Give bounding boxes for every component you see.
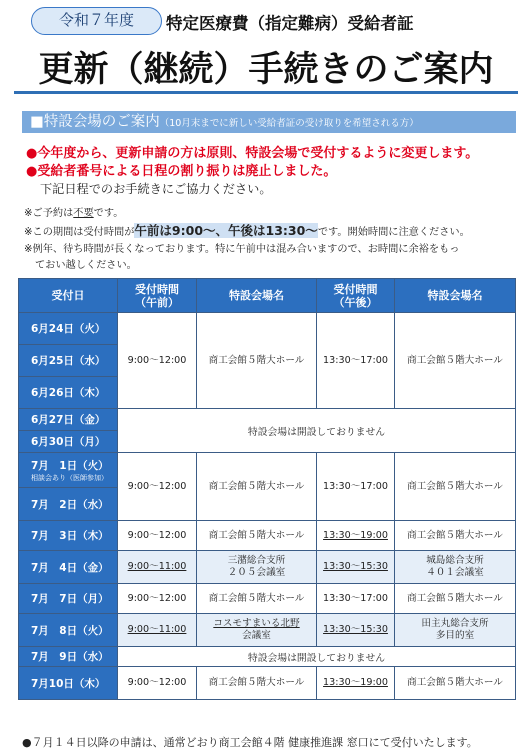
reservation-prefix: ※ご予約は	[24, 208, 74, 219]
date-cell: 7月 9日（水）	[19, 647, 118, 667]
venue-cell: 商工会館５階大ホール	[395, 521, 516, 551]
pm-time-cell	[317, 551, 395, 584]
pm-time-value: 13:30〜19:00	[323, 529, 388, 541]
am-time-cell: 9:00〜12:00	[118, 521, 197, 551]
am-time-cell: 9:00〜12:00	[118, 313, 197, 409]
date-cell: 6月27日（金）	[19, 409, 118, 431]
date-label: 7月 1日（火）	[31, 460, 109, 472]
am-time-cell: 9:00〜12:00	[118, 453, 197, 521]
header-pm-time-sub: （午後）	[333, 295, 378, 309]
date-cell: 7月 3日（木）	[19, 521, 118, 551]
venue-cell	[197, 614, 317, 647]
period-suffix: です。開始時間に注意ください。	[317, 227, 470, 238]
venue-line2: ２０５会議室	[227, 567, 286, 578]
date-cell: 7月 4日（金）	[19, 551, 118, 584]
period-highlight: 午前は9:00〜、午後は13:30〜	[134, 223, 318, 238]
document-subtitle: 特定医療費（指定難病）受給者証	[166, 14, 414, 33]
pm-time-cell	[317, 667, 395, 700]
table-row	[19, 551, 516, 584]
venue-line1: 三潴総合支所	[227, 555, 286, 566]
title-divider	[14, 91, 518, 94]
pm-time-cell: 13:30〜17:00	[317, 453, 395, 521]
notice-number-schedule-abolished: ●受給者番号による日程の割り振りは廃止しました。	[26, 164, 337, 179]
crowd-note-line2: ておい越しください。	[35, 260, 137, 271]
period-prefix: ※この期間は受付時間が	[24, 227, 135, 238]
pm-time-cell: 13:30〜17:00	[317, 584, 395, 614]
header-date: 受付日	[19, 279, 118, 313]
section-note: （10月末までに新しい受給者証の受け取りを希望される方）	[159, 118, 419, 129]
section-header	[22, 111, 516, 133]
date-cell: 6月24日（火）	[19, 313, 118, 345]
venue-cell: 商工会館５階大ホール	[197, 313, 317, 409]
closed-cell: 特設会場は開設しておりません	[118, 647, 516, 667]
closed-cell: 特設会場は開設しておりません	[118, 409, 516, 453]
am-time-cell	[118, 614, 197, 647]
header-am-time-sub: （午前）	[135, 295, 179, 309]
venue-cell: 商工会館５階大ホール	[197, 521, 317, 551]
table-header-row	[19, 279, 516, 313]
venue-line2: ４０１会議室	[426, 567, 484, 578]
am-time-cell: 9:00〜12:00	[118, 667, 197, 700]
fiscal-year-badge: 令和７年度	[31, 7, 162, 35]
section-title: ■特設会場のご案内	[30, 114, 160, 130]
pm-time-value: 13:30〜19:00	[323, 677, 388, 688]
pm-time-cell: 13:30〜17:00	[317, 313, 395, 409]
date-cell: 7月 2日（水）	[19, 488, 118, 521]
venue-cell: 商工会館５階大ホール	[197, 584, 317, 614]
header-pm-time-label: 受付時間	[333, 282, 378, 296]
table-row	[19, 409, 516, 431]
am-time-cell	[118, 551, 197, 584]
date-cell: 7月10日（木）	[19, 667, 118, 700]
date-cell: 6月30日（月）	[19, 431, 118, 453]
venue-line2: 会議室	[242, 630, 271, 641]
venue-cell: 商工会館５階大ホール	[197, 667, 317, 700]
pm-time-cell	[317, 614, 395, 647]
venue-cell	[197, 551, 317, 584]
table-row	[19, 667, 516, 700]
am-time-cell: 9:00〜12:00	[118, 584, 197, 614]
table-row	[19, 647, 516, 667]
am-time-value: 9:00〜11:00	[127, 561, 187, 572]
reservation-not-required: 不要	[73, 208, 94, 219]
table-row	[19, 614, 516, 647]
venue-cell	[395, 551, 516, 584]
pm-time-value: 13:30〜15:30	[323, 624, 388, 635]
venue-cell: 商工会館５階大ホール	[395, 584, 516, 614]
crowd-note-line1: ※例年、待ち時間が長くなっております。特に午前中は混み合いますので、お時間に余裕をもっ	[24, 244, 460, 255]
venue-line1: コスモすまいる北野	[213, 618, 300, 629]
cooperation-text: 下記日程でのお手続きにご協力ください。	[40, 182, 272, 196]
consultation-note: 相談会あり（医師参加）	[31, 474, 108, 482]
table-row	[19, 453, 516, 488]
venue-cell: 商工会館５階大ホール	[197, 453, 317, 521]
pm-time-value: 13:30〜15:30	[323, 561, 388, 572]
venue-line1: 城島総合支所	[426, 555, 484, 566]
date-cell: 7月 8日（火）	[19, 614, 118, 647]
header-am-time-label: 受付時間	[135, 282, 179, 296]
reservation-note	[24, 204, 123, 219]
header-am-time	[118, 279, 197, 313]
venue-cell: 商工会館５階大ホール	[395, 453, 516, 521]
pm-time-cell	[317, 521, 395, 551]
venue-cell	[395, 614, 516, 647]
reservation-suffix: です。	[93, 208, 124, 219]
venue-cell: 商工会館５階大ホール	[395, 313, 516, 409]
table-row	[19, 521, 516, 551]
period-note	[24, 221, 470, 239]
header-venue-pm: 特設会場名	[395, 279, 516, 313]
date-cell: 6月26日（木）	[19, 377, 118, 409]
schedule-table	[18, 278, 516, 700]
table-row	[19, 313, 516, 345]
venue-line1: 田主丸総合支所	[421, 618, 489, 629]
date-cell	[19, 453, 118, 488]
footer-note: ●７月１４日以降の申請は、通常どおり商工会館４階 健康推進課 窓口にて受付いたします。	[22, 736, 478, 749]
header-venue-am: 特設会場名	[197, 279, 317, 313]
page-title: 更新（継続）手続きのご案内	[38, 50, 494, 90]
notice-venue-change: ●今年度から、更新申請の方は原則、特設会場で受付するように変更します。	[26, 146, 479, 161]
venue-cell: 商工会館５階大ホール	[395, 667, 516, 700]
am-time-value: 9:00〜11:00	[127, 624, 187, 635]
date-cell: 7月 7日（月）	[19, 584, 118, 614]
venue-line2: 多目的室	[435, 630, 475, 641]
table-row	[19, 584, 516, 614]
header-pm-time	[317, 279, 395, 313]
date-cell: 6月25日（水）	[19, 345, 118, 377]
